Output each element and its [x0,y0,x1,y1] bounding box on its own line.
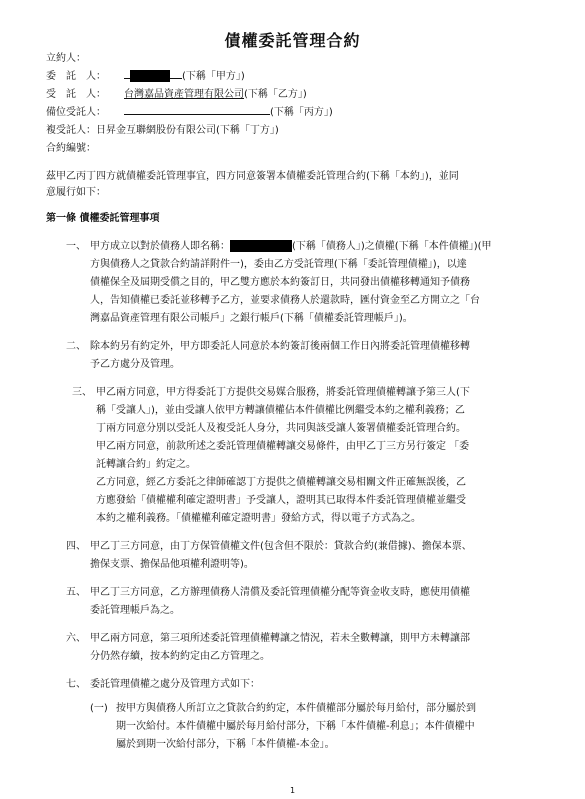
item-3-line-6: 乙方同意，經乙方委託之律師確認丁方提供之債權轉讓交易相關文件正確無誤後，乙 [96,477,466,488]
item-1-line-5: 灣嘉品資產管理有限公司帳戶」之銀行帳戶(下稱「債權委託管理帳戶」)。 [90,313,413,324]
item-7-number: 七、 [66,679,86,690]
item-1-line-4: 人，告知債權已委託並移轉予乙方，並要求債務人於還款時，匯付資金至乙方開立之「台 [90,295,480,306]
redaction-box [130,70,170,82]
item-1-line-3: 債權保全及屆期受償之目的，甲乙雙方應於本約簽訂日，共同發出債權移轉通知予債務 [90,277,470,288]
party-trustee [46,86,307,104]
parties-header: 立約人： [46,53,86,64]
intro-line-1: 茲甲乙丙丁四方就債權委託管理事宜，四方同意簽署本債權委託管理合約(下稱「本約」)，並同 [46,171,459,182]
item-3-line-1: 甲乙兩方同意，甲方得委託丁方提供交易媒合服務，將委託管理債權轉讓予第三人(下 [96,387,470,398]
item-3-line-2: 稱「受讓人」)，並由受讓人依甲方轉讓債權佔本件債權比例繼受本約之權利義務；乙 [96,405,465,416]
item-2-number: 二、 [66,341,86,352]
item-3-line-8: 本約之權利義務。「債權權利確定證明書」發給方式，得以電子方式為之。 [96,513,421,524]
item-3-line-4: 甲乙兩方同意，前款所述之委託管理債權轉讓交易條件，由甲乙丁三方另行簽定 「委 [96,441,470,452]
subitem-number: (一) [90,703,108,714]
item-4-number: 四、 [66,541,86,552]
intro-line-2: 意履行如下： [46,187,106,198]
document-title: 債權委託管理合約 [224,31,361,50]
subitem-line-1: 按甲方與債務人所訂立之貸款合約約定，本件債權部分屬於每月給付，部分屬於到 [116,703,476,714]
item-5-line-1: 甲乙丁三方同意，乙方辦理債務人清償及委託管理債權分配等資金收支時，應使用債權 [90,587,470,598]
item-5-line-2: 委託管理帳戶為之。 [90,605,180,616]
page-number: 1 [289,786,296,795]
item-3-line-3: 丁兩方同意分別以受託人及複受託人身分，共同與該受讓人簽署債權委託管理合約。 [96,423,466,434]
item-6-number: 六、 [66,633,86,644]
party-sub-trustee [46,122,279,140]
item-5-number: 五、 [66,587,86,598]
item-2-line-1: 除本約另有約定外，甲方即委託人同意於本約簽訂後兩個工作日內將委託管理債權移轉 [90,341,470,352]
party-sub-value: 日昇金互聯網股份有限公司(下稱「丁方」) [96,125,279,136]
party-client-label: 委 託 人： [46,71,106,82]
item-1-number: 一、 [66,241,86,252]
item-3-number: 三、 [72,387,92,398]
subitem-line-3: 屬於到期一次給付部分，下稱「本件債權-本金」。 [116,739,335,750]
party-client-alias: (下稱「甲方」) [182,71,245,82]
item-6-line-2: 分仍然存續，按本約約定由乙方管理之。 [90,651,270,662]
contract-number: 合約編號： [46,143,96,154]
party-client [46,68,245,86]
item-2-line-2: 予乙方處分及管理。 [90,359,180,370]
item-3-line-7: 方應發給「債權權利確定證明書」予受讓人，證明其已取得本件委託管理債權並繼受 [96,495,466,506]
item-4-line-2: 擔保支票、擔保品他項權利證明等)。 [90,559,254,570]
item-4-line-1: 甲乙丁三方同意，由丁方保管債權文件(包含但不限於：貸款合約(兼借據)、擔保本票、 [90,541,472,552]
party-backup-trustee [46,104,333,122]
item-1-line-1: 甲方成立以對於債務人即名稱： (下稱「債務人」)之債權(下稱「本件債權」)(甲 [90,241,492,252]
party-trustee-label: 受 託 人： [46,89,106,100]
party-trustee-name: 台灣嘉品資產管理有限公司 [124,89,244,100]
party-trustee-alias: (下稱「乙方」) [244,89,307,100]
party-backup-alias: (下稱「丙方」) [270,107,333,118]
item-6-line-1: 甲乙兩方同意，第三項所述委託管理債權轉讓之情況，若未全數轉讓，則甲方未轉讓部 [90,633,470,644]
item-3-line-5: 託轉讓合約」約定之。 [96,459,196,470]
redaction-box [230,240,292,252]
blank-line [124,114,270,115]
article-1-title: 第一條 債權委託管理事項 [46,213,160,224]
party-backup-label: 備位受託人： [46,107,106,118]
item-7-line-1: 委託管理債權之處分及管理方式如下： [90,679,260,690]
subitem-line-2: 期一次給付。本件債權中屬於每月給付部分，下稱「本件債權-利息」；本件債權中 [116,721,475,732]
party-sub-label: 複受託人： [46,125,96,136]
item-1-line-2: 方與債務人之貸款合約請詳附件一)，委由乙方受託管理(下稱「委託管理債權」)，以達 [90,259,467,270]
